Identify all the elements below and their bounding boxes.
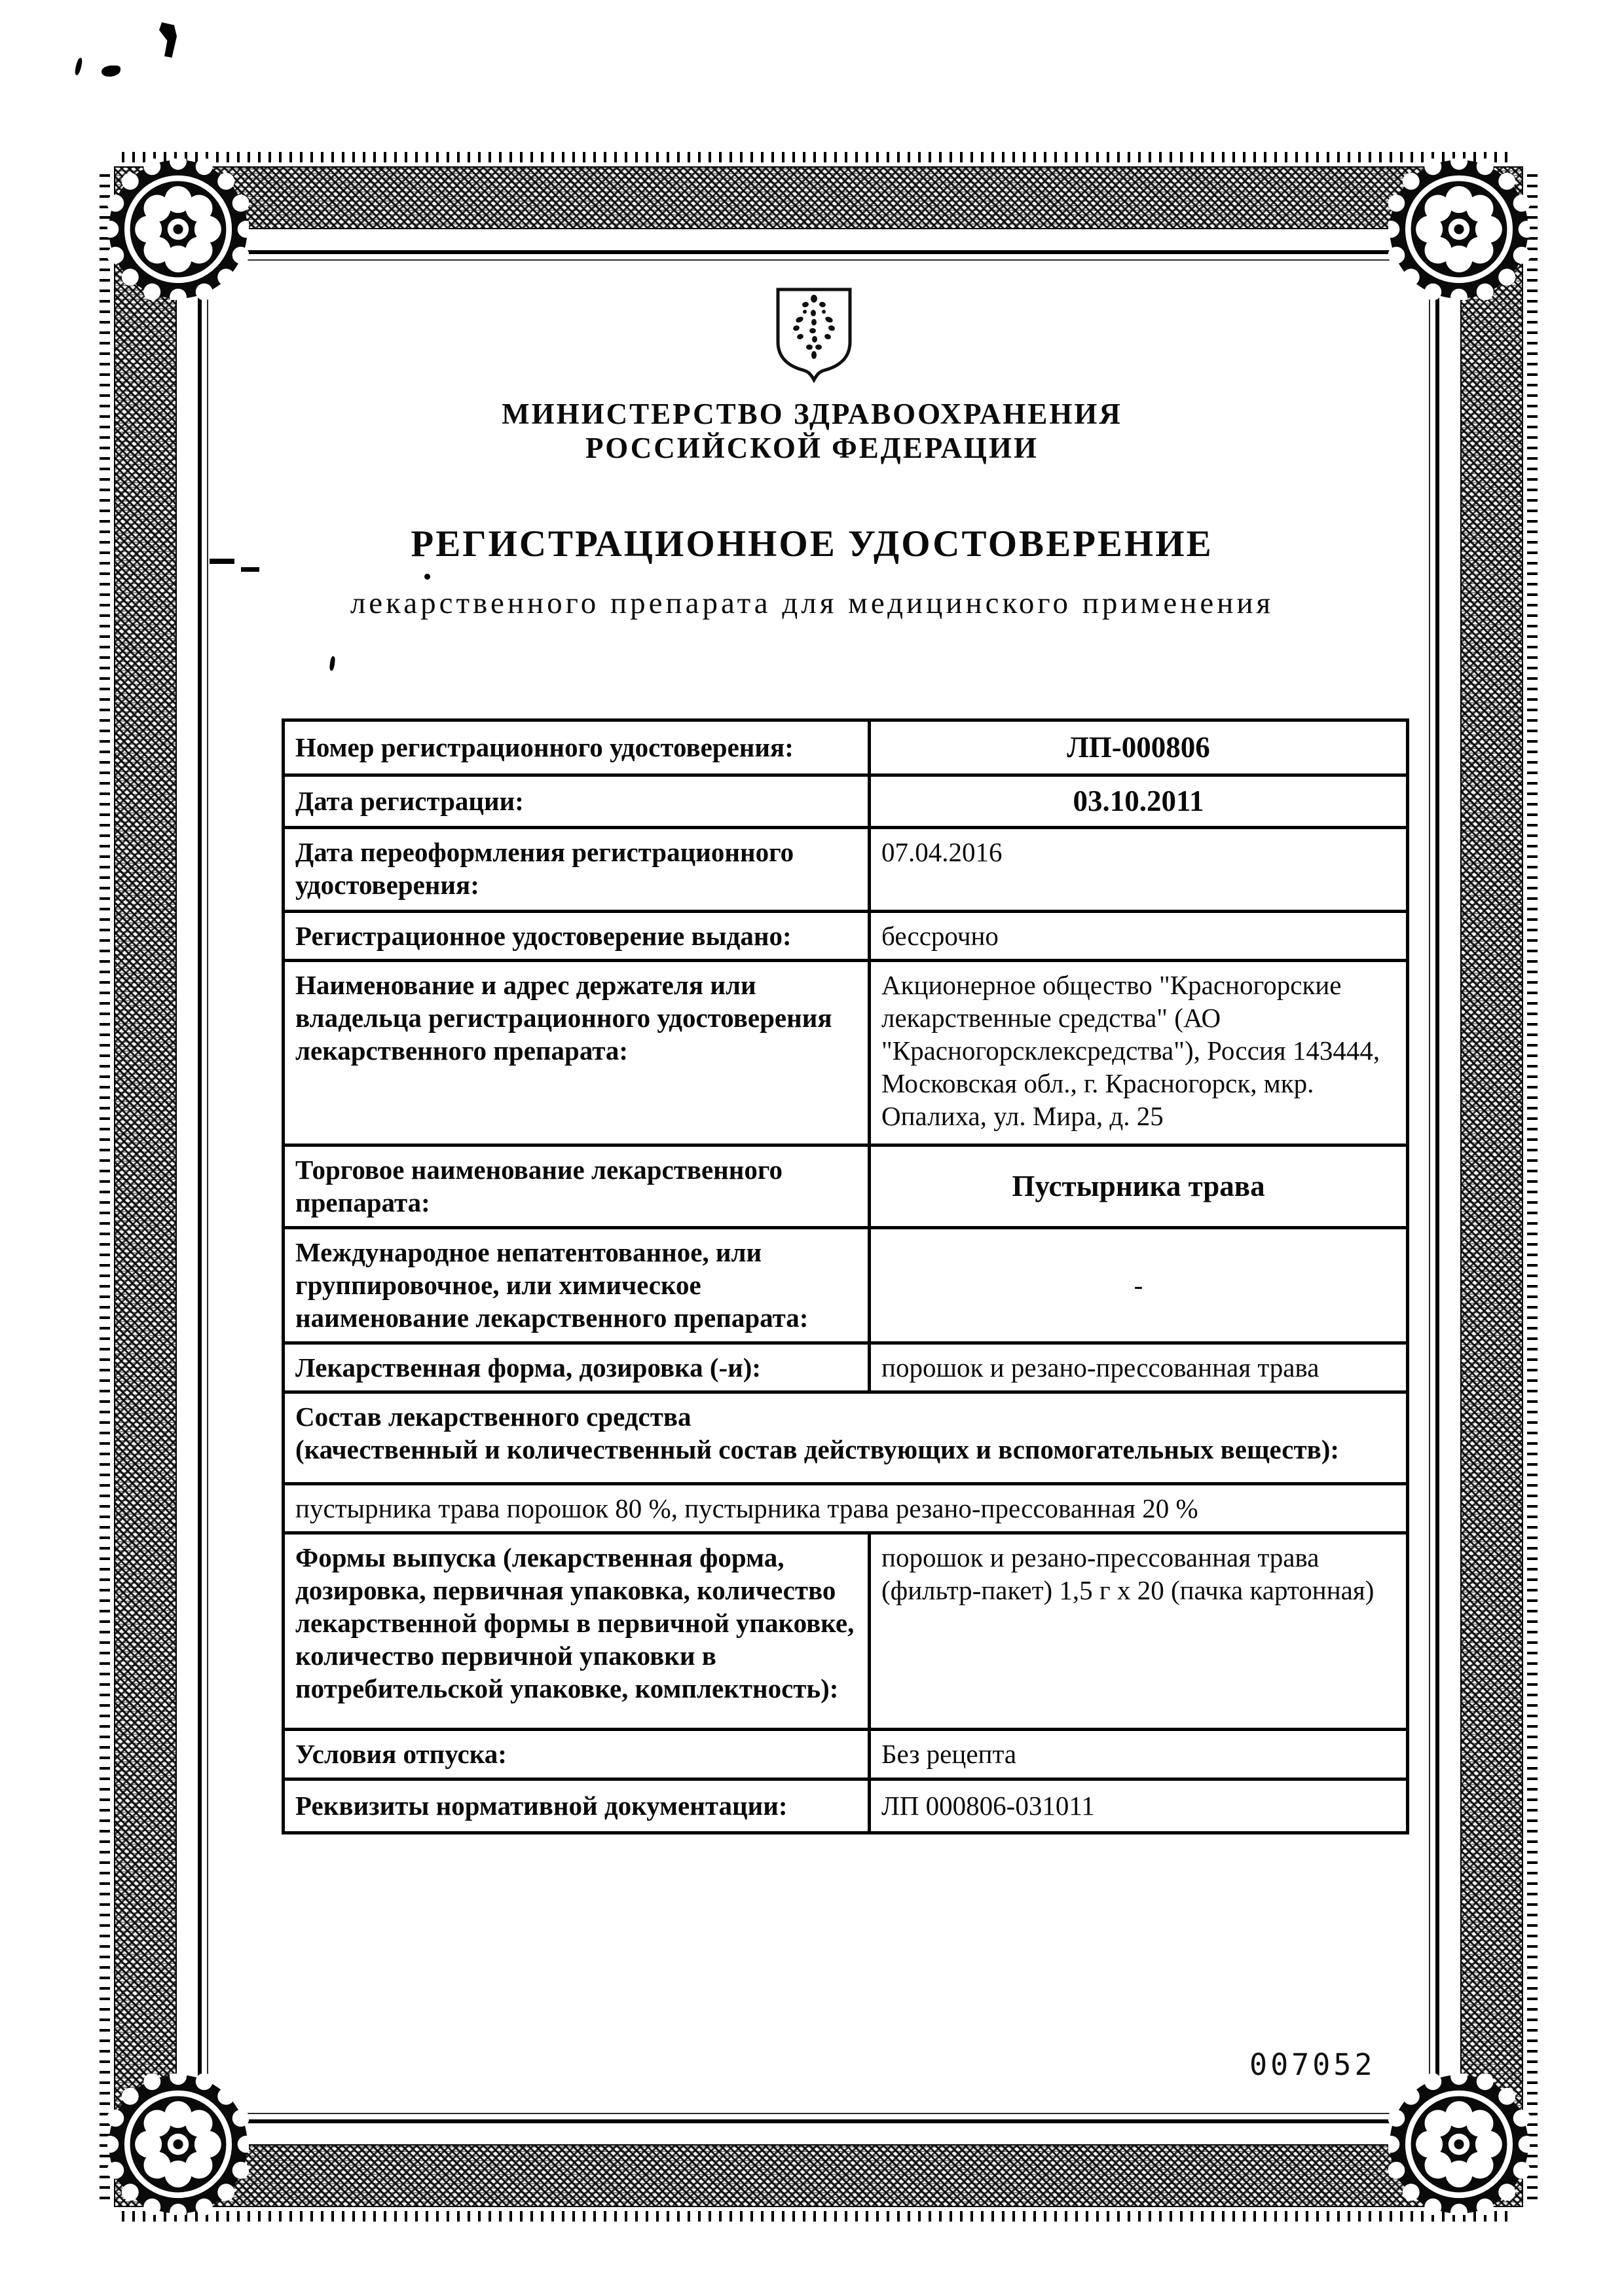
table-row xyxy=(284,720,1408,775)
border-band-bottom xyxy=(114,2144,1523,2207)
border-ticks-top xyxy=(122,152,1515,162)
row-label-cell: Регистрационное удостоверение выдано: xyxy=(284,911,870,960)
ink-speck xyxy=(101,65,120,77)
border-ticks-bottom xyxy=(122,2211,1515,2222)
table-row xyxy=(284,775,1408,828)
row-label-cell: Формы выпуска (лекарственная форма, дозировка, первичная упаковка, количество лекарственной формы в первичной упаковке, количество первичной упаковки в потребительской упаковке, комплектность): xyxy=(284,1533,870,1729)
ministry-name-line1: МИНИСТЕРСТВО ЗДРАВООХРАНЕНИЯ xyxy=(502,398,1122,430)
row-label-cell: Дата регистрации: xyxy=(284,775,870,828)
table-row xyxy=(284,1227,1408,1343)
table-row xyxy=(284,911,1408,960)
row-fullwidth-cell: пустырника трава порошок 80 %, пустырника трава резано-прессованная 20 % xyxy=(284,1483,1408,1533)
table-row xyxy=(284,1145,1408,1227)
composition-heading-line1: Состав лекарственного средства xyxy=(295,1401,692,1432)
row-value-cell: ЛП 000806-031011 xyxy=(870,1779,1408,1833)
row-label-cell: Международное непатентованное, или группировочное, или химическое наименование лекарственного препарата: xyxy=(284,1227,870,1343)
ministry-name-line2: РОССИЙСКОЙ ФЕДЕРАЦИИ xyxy=(585,432,1039,464)
table-row xyxy=(284,1483,1408,1533)
row-value-cell: 07.04.2016 xyxy=(870,827,1408,911)
form-serial-number: 007052 xyxy=(1249,2047,1376,2082)
row-label-cell: Реквизиты нормативной документации: xyxy=(284,1779,870,1833)
table-row xyxy=(284,1343,1408,1392)
table-row xyxy=(284,827,1408,911)
row-value-cell: Акционерное общество "Красногорские лекарственные средства" (АО "Красногорсклексредства"), Россия 143444, Московская обл., г. Красногорск, мкр. Опалиха, ул. Мира, д. 25 xyxy=(870,960,1408,1145)
row-label-cell: Номер регистрационного удостоверения: xyxy=(284,720,870,775)
row-label-cell: Условия отпуска: xyxy=(284,1729,870,1779)
document-title: РЕГИСТРАЦИОННОЕ УДОСТОВЕРЕНИЕ xyxy=(411,523,1213,565)
row-value-cell: ЛП-000806 xyxy=(870,720,1408,775)
corner-rosette-icon xyxy=(107,2074,249,2215)
row-value-cell: порошок и резано-прессованная трава xyxy=(870,1343,1408,1392)
corner-rosette-icon xyxy=(107,158,249,300)
border-band-left xyxy=(114,166,177,2207)
russia-coat-of-arms-icon xyxy=(771,283,857,388)
table-row xyxy=(284,960,1408,1145)
ink-speck xyxy=(159,22,177,58)
row-label-cell: Дата переоформления регистрационного удостоверения: xyxy=(284,827,870,911)
corner-rosette-icon xyxy=(1388,2074,1530,2215)
document-subtitle: лекарственного препарата для медицинского применения xyxy=(350,586,1274,620)
row-label-cell: Лекарственная форма, дозировка (-и): xyxy=(284,1343,870,1392)
composition-heading-line2: (качественный и количественный состав действующих и вспомогательных веществ): xyxy=(295,1434,1340,1464)
row-value-cell: Без рецепта xyxy=(870,1729,1408,1779)
border-ticks-left xyxy=(100,174,110,2199)
border-ticks-right xyxy=(1527,174,1538,2199)
table-row xyxy=(284,1729,1408,1779)
table-row xyxy=(284,1779,1408,1833)
row-label-cell: Наименование и адрес держателя или владельца регистрационного удостоверения лекарственного препарата: xyxy=(284,960,870,1145)
row-value-cell: бессрочно xyxy=(870,911,1408,960)
table-row xyxy=(284,1392,1408,1483)
corner-rosette-icon xyxy=(1388,158,1530,300)
table-row xyxy=(284,1533,1408,1729)
registration-table xyxy=(282,718,1409,1834)
row-value-cell: - xyxy=(870,1227,1408,1343)
ink-speck xyxy=(74,57,83,75)
row-fullwidth-cell xyxy=(284,1392,1408,1483)
row-label-cell: Торговое наименование лекарственного препарата: xyxy=(284,1145,870,1227)
row-value-cell: порошок и резано-прессованная трава (фильтр-пакет) 1,5 г х 20 (пачка картонная) xyxy=(870,1533,1408,1729)
border-band-top xyxy=(114,166,1523,229)
row-value-cell: 03.10.2011 xyxy=(870,775,1408,828)
border-band-right xyxy=(1460,166,1523,2207)
row-value-cell: Пустырника трава xyxy=(870,1145,1408,1227)
